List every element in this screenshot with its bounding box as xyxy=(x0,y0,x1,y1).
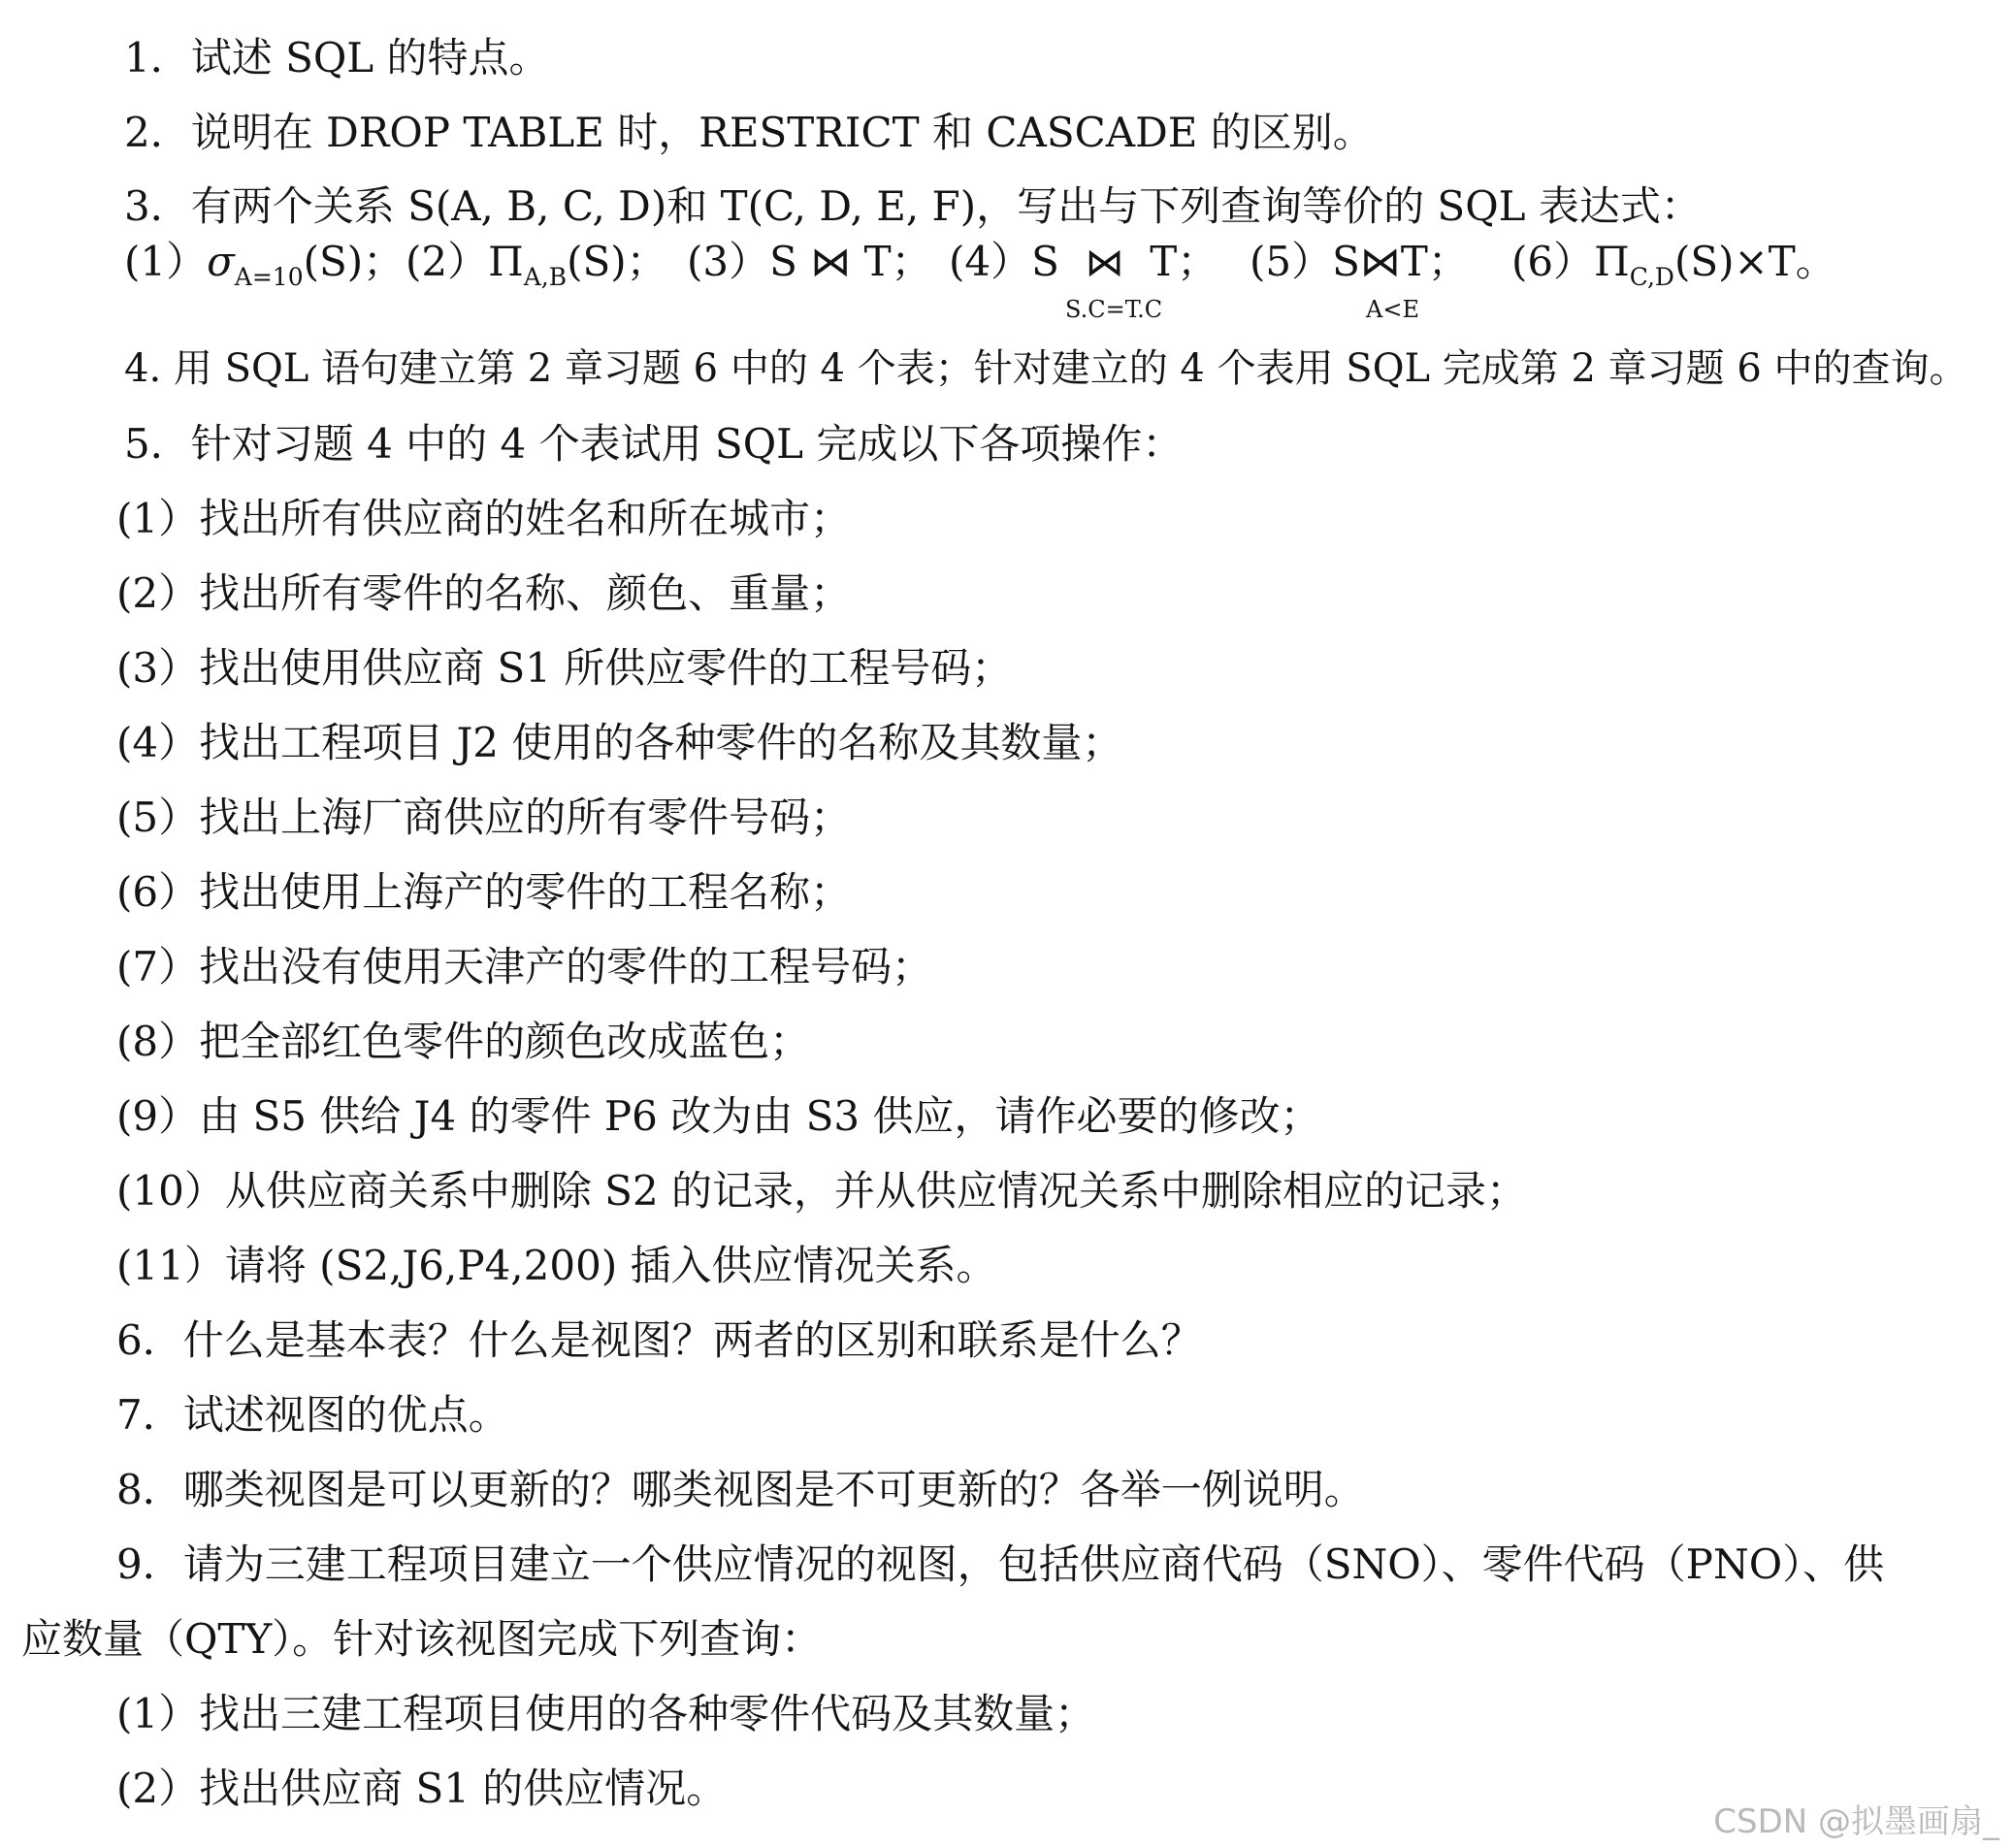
question-4: 4. 用 SQL 语句建立第 2 章习题 6 中的 4 个表；针对建立的 4 个表用 SQL 完成第 2 章习题 6 中的查询。 xyxy=(124,346,1968,391)
question-5-item-3: (3）找出使用供应商 S1 所供应零件的工程号码； xyxy=(116,644,1013,692)
question-5-item-4: (4）找出工程项目 J2 使用的各种零件的名称及其数量； xyxy=(116,719,1123,766)
csdn-watermark: CSDN @拟墨画扇_ xyxy=(1713,1802,1999,1841)
question-9-line-2: 应数量（QTY）。针对该视图完成下列查询： xyxy=(21,1615,823,1663)
expression-1: $(1)\sigma_{A=10}(S)$； xyxy=(124,238,405,291)
expression-4: (4）S ⋈ T； xyxy=(949,238,1218,285)
question-5-item-5: (5）找出上海厂商供应的所有零件号码； xyxy=(116,794,852,841)
question-5-item-9: (9）由 S5 供给 J4 的零件 P6 改为由 S3 供应，请作必要的修改； xyxy=(116,1092,1321,1140)
question-7: 7．试述视图的优点。 xyxy=(116,1391,509,1439)
question-5-item-7: (7）找出没有使用天津产的零件的工程号码； xyxy=(116,943,933,990)
relational-algebra-expressions xyxy=(124,238,1997,325)
expression-6: $(6)\Pi_{C,D}(S)\times T$。 xyxy=(1511,238,1836,291)
question-1: 1．试述 SQL 的特点。 xyxy=(124,34,550,81)
question-5-item-10: (10）从供应商关系中删除 S2 的记录，并从供应情况关系中删除相应的记录； xyxy=(116,1167,1528,1215)
expression-4-join-condition: S.C=T.C xyxy=(1065,296,1163,323)
question-5-item-2: (2）找出所有零件的名称、颜色、重量； xyxy=(116,569,852,617)
question-8: 8．哪类视图是可以更新的？哪类视图是不可更新的？各举一例说明。 xyxy=(116,1466,1365,1513)
question-5-item-8: (8）把全部红色零件的颜色改成蓝色； xyxy=(116,1018,811,1065)
question-6: 6．什么是基本表？什么是视图？两者的区别和联系是什么？ xyxy=(116,1316,1202,1364)
question-9-line-1: 9．请为三建工程项目建立一个供应情况的视图，包括供应商代码（SNO）、零件代码（PNO）、供 xyxy=(116,1540,1885,1588)
question-2: 2．说明在 DROP TABLE 时，RESTRICT 和 CASCADE 的区别。 xyxy=(124,109,1374,156)
question-9-item-1: (1）找出三建工程项目使用的各种零件代码及其数量； xyxy=(116,1690,1096,1737)
expression-5: (5）S⋈T； xyxy=(1250,238,1469,285)
expression-3: (3）S ⋈ T； xyxy=(687,238,932,285)
question-5-item-6: (6）找出使用上海产的零件的工程名称； xyxy=(116,868,852,916)
question-5-item-11: (11）请将 (S2,J6,P4,200) 插入供应情况关系。 xyxy=(116,1242,997,1289)
question-5-item-1: (1）找出所有供应商的姓名和所在城市； xyxy=(116,495,852,542)
question-9-item-2: (2）找出供应商 S1 的供应情况。 xyxy=(116,1765,728,1812)
question-5: 5．针对习题 4 中的 4 个表试用 SQL 完成以下各项操作： xyxy=(124,420,1184,468)
question-3: 3．有两个关系 S(A, B, C, D)和 T(C, D, E, F)，写出与下列查询等价的 SQL 表达式： xyxy=(124,182,1702,230)
expression-2: $(2)\Pi_{A,B}(S)$； xyxy=(406,238,667,291)
expression-5-join-condition: A<E xyxy=(1366,296,1419,323)
